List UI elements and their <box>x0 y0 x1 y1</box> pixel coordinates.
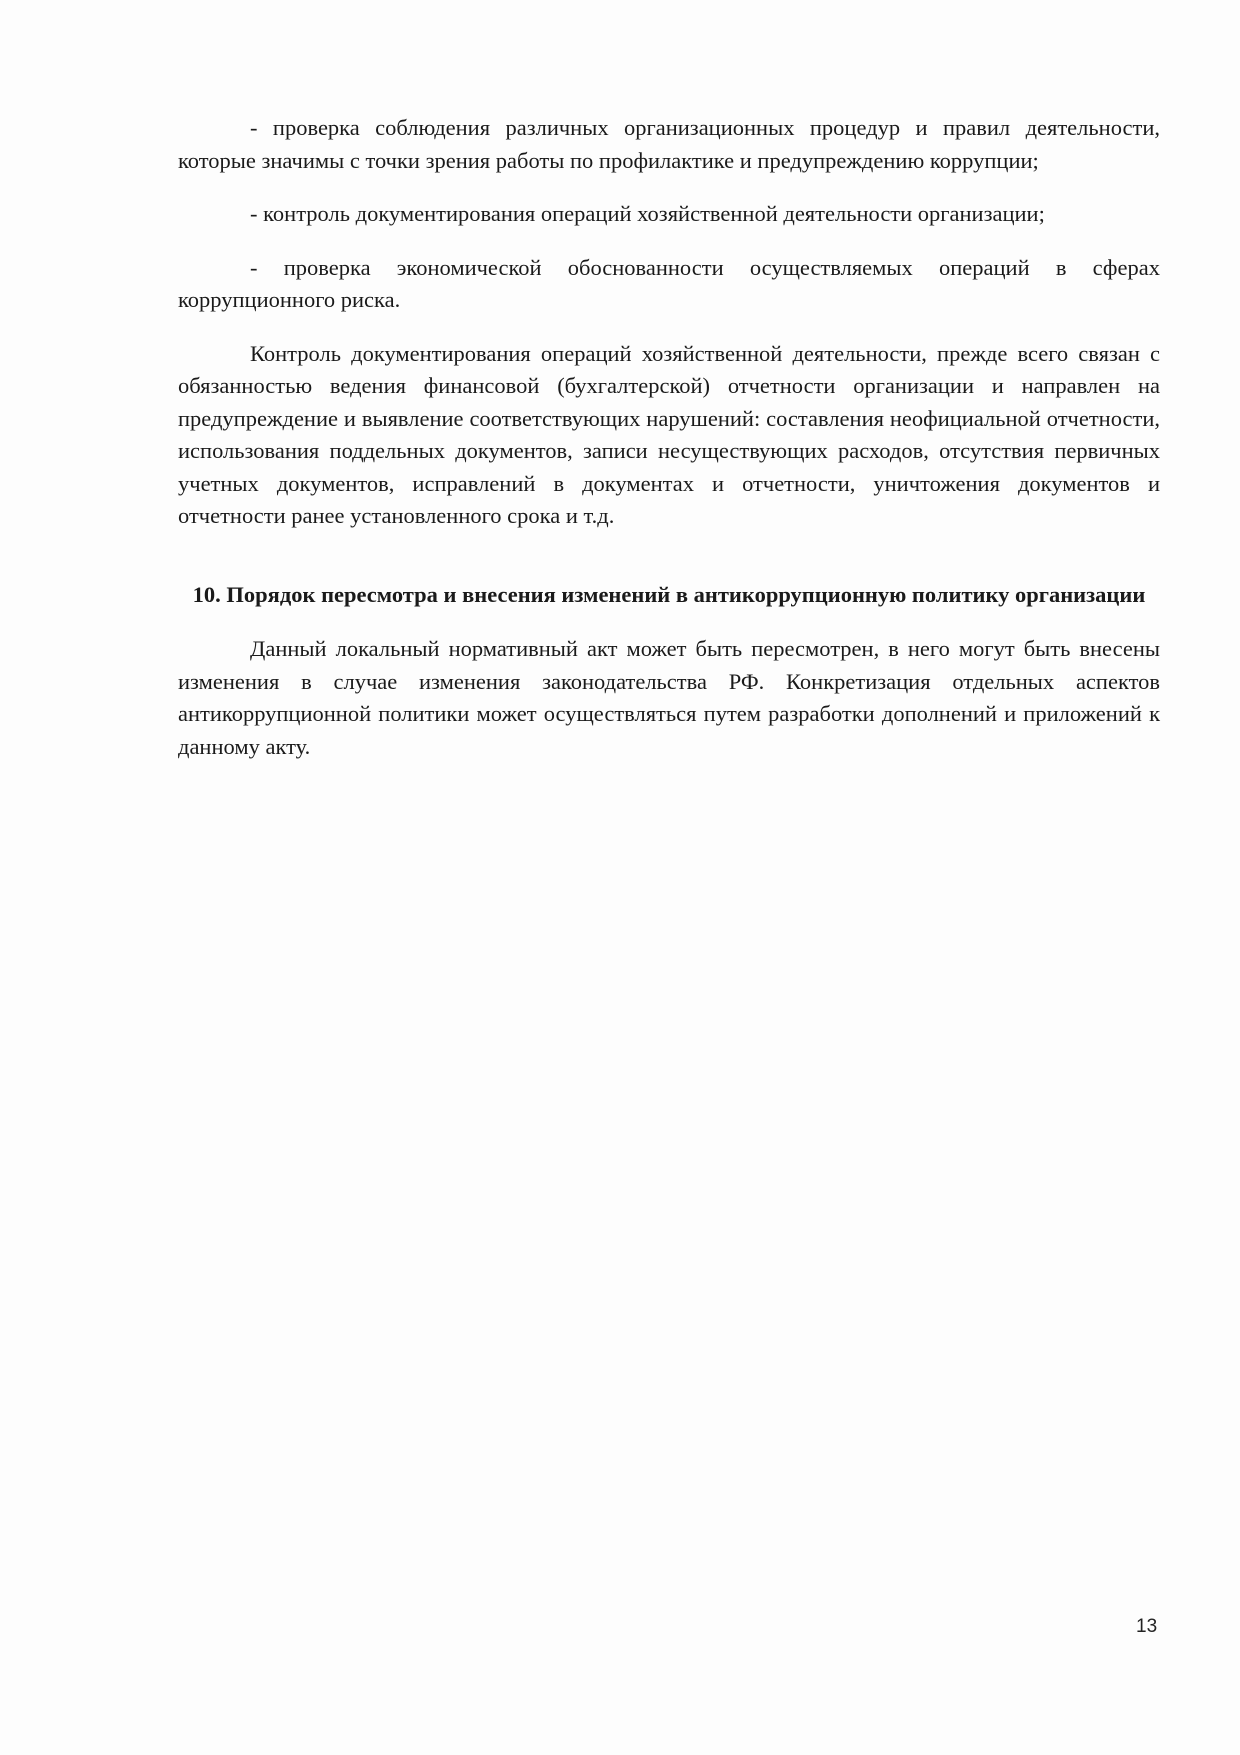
page-number: 13 <box>1136 1616 1158 1637</box>
paragraph-procedures-check: - проверка соблюдения различных организационных процедур и правил деятельности, которые значимы с точки зрения работы по профилактике и предупреждению коррупции; <box>178 115 1160 173</box>
paragraph-control-description: Контроль документирования операций хозяйственной деятельности, прежде всего связан с обязанностью ведения финансовой (бухгалтерской) отчетности организации и направлен на предупреждение и выявление соответствующих нарушений: составления неофициальной отчетности, использования поддельных документов, записи несуществующих расходов, отсутствия первичных учетных документов, исправлений в документах и отчетности, уничтожения документов и отчетности ранее установленного срока и т.д. <box>178 340 1160 528</box>
paragraph-revision-procedure: Данный локальный нормативный акт может быть пересмотрен, в него могут быть внесены изменения в случае изменения законодательства РФ. Конкретизация отдельных аспектов антикоррупционной политики может осуществляться путем разработки дополнений и приложений к данному акту. <box>178 636 1160 759</box>
paragraph-economic-check: - проверка экономической обоснованности осуществляемых операций в сферах коррупционного риска. <box>178 254 1160 312</box>
paragraph-documentation-control: - контроль документирования операций хозяйственной деятельности организации; <box>250 201 1045 226</box>
page-content <box>178 112 1160 763</box>
section-heading: 10. Порядок пересмотра и внесения изменений в антикоррупционную политику организации <box>192 581 1146 607</box>
